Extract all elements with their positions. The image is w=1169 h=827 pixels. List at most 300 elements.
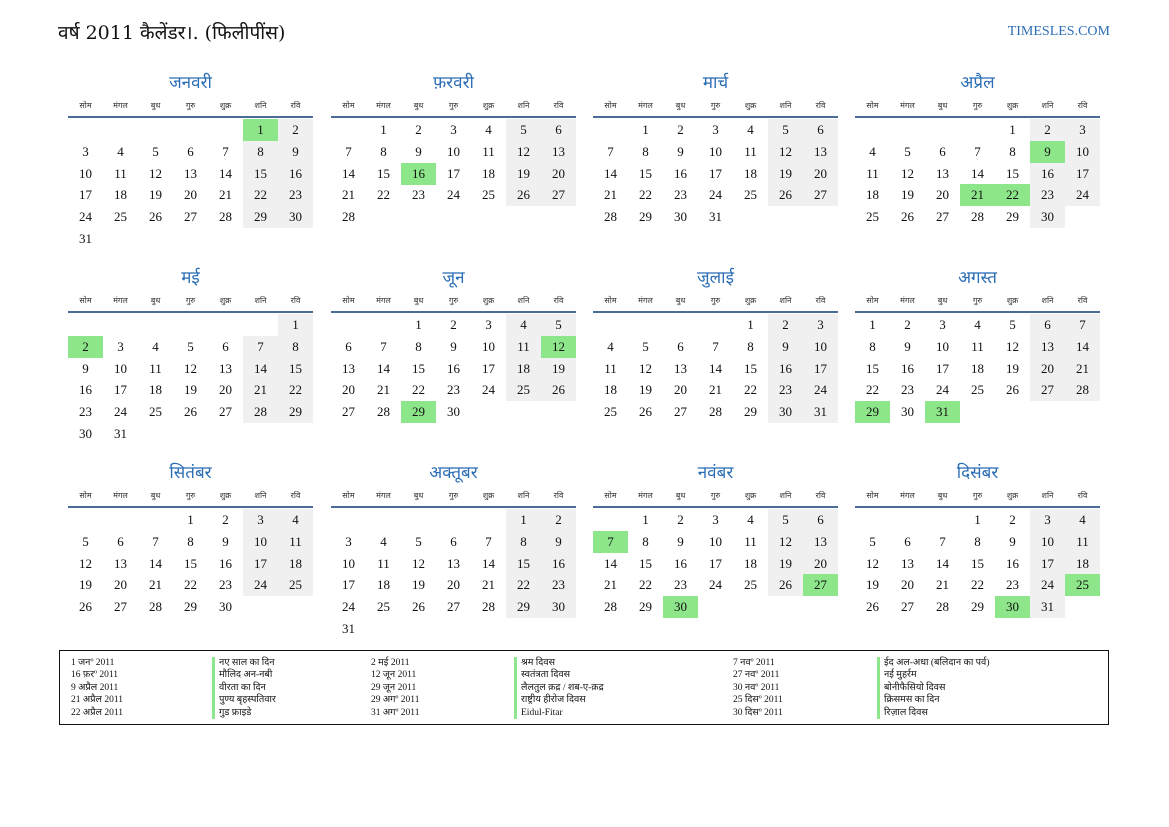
day-cell: 15 xyxy=(377,165,390,181)
day-cell: 6 xyxy=(904,533,911,549)
day-cell: 4 xyxy=(278,509,313,531)
day-cell: 28 xyxy=(1065,379,1100,401)
day-cell: 2 xyxy=(541,509,576,531)
weekday-label: सोम xyxy=(604,296,617,305)
holiday-date: 31 अगº 2011 xyxy=(371,707,420,718)
days-grid xyxy=(68,314,313,446)
day-cell: 22 xyxy=(639,577,652,593)
day-cell: 21 xyxy=(1065,358,1100,380)
days-grid xyxy=(331,314,576,446)
day-cell: 25 xyxy=(377,599,390,615)
day-cell: 3 xyxy=(939,317,946,332)
weekday-label: मंगल xyxy=(638,101,653,110)
day-cell: 30 xyxy=(541,596,576,618)
day-cell: 28 xyxy=(243,401,278,423)
weekday-label: गुरु xyxy=(972,296,983,305)
weekday-label: रवि xyxy=(815,296,826,305)
holiday-day-cell: 9 xyxy=(1030,141,1065,163)
day-cell: 5 xyxy=(187,338,194,354)
day-cell: 16 xyxy=(278,163,313,185)
day-cell: 25 xyxy=(744,187,757,203)
day-cell: 16 xyxy=(674,555,687,571)
day-cell: 29 xyxy=(744,404,757,420)
holiday-name: राष्ट्रीय हीरोज दिवस xyxy=(521,695,586,706)
day-cell: 27 xyxy=(342,404,355,420)
day-cell: 24 xyxy=(709,577,722,593)
holiday-name: पुण्य बृहस्पतिवार xyxy=(219,695,276,706)
day-cell: 16 xyxy=(674,165,687,181)
day-cell: 12 xyxy=(866,555,879,571)
holiday-name: बोनीफैसियो दिवस xyxy=(884,682,946,693)
day-cell: 13 xyxy=(114,555,127,571)
day-cell: 17 xyxy=(709,555,722,571)
holiday-name: नए साल का दिन xyxy=(219,658,275,668)
day-cell: 3 xyxy=(82,143,89,159)
day-cell: 18 xyxy=(377,577,390,593)
day-cell: 15 xyxy=(866,360,879,376)
day-cell: 17 xyxy=(342,577,355,593)
day-cell: 24 xyxy=(936,382,949,398)
day-cell: 11 xyxy=(278,531,313,553)
day-cell: 11 xyxy=(377,555,390,571)
day-cell: 31 xyxy=(803,401,838,423)
month-calendar xyxy=(331,72,576,252)
weekday-label: गुरु xyxy=(710,101,721,110)
holiday-date: 27 नवº 2011 xyxy=(733,670,780,681)
holiday-day-cell: 2 xyxy=(68,336,103,358)
day-cell: 4 xyxy=(1065,509,1100,531)
days-grid xyxy=(855,119,1100,251)
weekday-label: सोम xyxy=(79,101,92,110)
day-cell: 26 xyxy=(184,404,197,420)
holiday-name: ईद अल-अधा (बलिदान का पर्व) xyxy=(884,658,990,668)
day-cell: 21 xyxy=(149,577,162,593)
day-cell: 9 xyxy=(1009,533,1016,549)
weekday-header xyxy=(331,295,576,313)
day-cell: 21 xyxy=(604,187,617,203)
weekday-label: बुध xyxy=(413,296,424,305)
day-cell: 5 xyxy=(415,533,422,549)
day-cell: 22 xyxy=(377,187,390,203)
holiday-day-cell: 25 xyxy=(1065,574,1100,596)
day-cell: 20 xyxy=(114,577,127,593)
day-cell: 19 xyxy=(412,577,425,593)
weekday-label: गुरु xyxy=(710,491,721,500)
site-link[interactable]: TIMESLES.COM xyxy=(1007,24,1110,39)
day-cell: 17 xyxy=(936,360,949,376)
day-cell: 14 xyxy=(1065,336,1100,358)
day-cell: 23 xyxy=(447,382,460,398)
weekday-label: शनि xyxy=(779,101,792,110)
weekday-label: गुरु xyxy=(710,296,721,305)
day-cell: 13 xyxy=(901,555,914,571)
day-cell: 11 xyxy=(1065,531,1100,553)
weekday-label: रवि xyxy=(290,296,301,305)
day-cell: 12 xyxy=(184,360,197,376)
day-cell: 15 xyxy=(278,358,313,380)
day-cell: 6 xyxy=(803,119,838,141)
day-cell: 23 xyxy=(1006,577,1019,593)
day-cell: 24 xyxy=(114,404,127,420)
holiday-day-cell: 31 xyxy=(925,401,960,423)
day-cell: 23 xyxy=(674,187,687,203)
day-cell: 26 xyxy=(768,184,803,206)
day-cell: 16 xyxy=(1006,555,1019,571)
day-cell: 7 xyxy=(345,143,352,159)
days-grid xyxy=(68,509,313,641)
day-cell: 19 xyxy=(79,577,92,593)
day-cell: 13 xyxy=(541,141,576,163)
day-cell: 18 xyxy=(744,165,757,181)
day-cell: 11 xyxy=(604,360,617,376)
weekday-label: शनि xyxy=(254,101,267,110)
month-calendar xyxy=(68,462,313,642)
day-cell: 23 xyxy=(412,187,425,203)
day-cell: 25 xyxy=(506,379,541,401)
day-cell: 8 xyxy=(187,533,194,549)
day-cell: 7 xyxy=(974,143,981,159)
weekday-label: शनि xyxy=(779,491,792,500)
holiday-name: नई मुहर्रम xyxy=(884,670,917,681)
day-cell: 15 xyxy=(506,553,541,575)
day-cell: 19 xyxy=(639,382,652,398)
holiday-date: 30 दिसº 2011 xyxy=(733,707,783,718)
day-cell: 19 xyxy=(768,553,803,575)
day-cell: 28 xyxy=(377,404,390,420)
weekday-label: बुध xyxy=(937,491,948,500)
day-cell: 17 xyxy=(803,358,838,380)
day-cell: 12 xyxy=(768,141,803,163)
holiday-day-cell: 22 xyxy=(995,184,1030,206)
day-cell: 2 xyxy=(677,122,684,137)
day-cell: 14 xyxy=(149,555,162,571)
weekday-label: मंगल xyxy=(113,101,128,110)
day-cell: 2 xyxy=(415,122,422,137)
days-grid xyxy=(593,509,838,641)
day-cell: 3 xyxy=(117,338,124,354)
day-cell: 28 xyxy=(604,599,617,615)
month-title: अगस्त xyxy=(958,268,997,288)
weekday-label: बुध xyxy=(413,101,424,110)
day-cell: 26 xyxy=(768,574,803,596)
day-cell: 26 xyxy=(639,404,652,420)
days-grid xyxy=(593,119,838,251)
weekday-label: सोम xyxy=(866,296,879,305)
day-cell: 27 xyxy=(803,184,838,206)
day-cell: 14 xyxy=(243,358,278,380)
day-cell: 20 xyxy=(936,187,949,203)
days-grid xyxy=(331,509,576,641)
day-cell: 19 xyxy=(768,163,803,185)
holiday-name: रिज़ाल दिवस xyxy=(884,707,928,718)
days-grid xyxy=(855,314,1100,446)
weekday-label: मंगल xyxy=(376,296,391,305)
holiday-date: 7 नवº 2011 xyxy=(733,658,775,668)
weekday-label: शनि xyxy=(517,101,530,110)
day-cell: 7 xyxy=(243,336,278,358)
weekday-label: बुध xyxy=(675,491,686,500)
day-cell: 5 xyxy=(152,143,159,159)
day-cell: 9 xyxy=(677,143,684,159)
day-cell: 27 xyxy=(936,209,949,225)
weekday-header xyxy=(593,295,838,313)
weekday-label: गुरु xyxy=(185,101,196,110)
weekday-label: बुध xyxy=(675,101,686,110)
day-cell: 27 xyxy=(541,184,576,206)
day-cell: 5 xyxy=(82,533,89,549)
day-cell: 29 xyxy=(278,401,313,423)
day-cell: 15 xyxy=(1006,165,1019,181)
holiday-dates-column-1 xyxy=(71,657,123,719)
day-cell: 13 xyxy=(803,531,838,553)
day-cell: 28 xyxy=(936,599,949,615)
day-cell: 3 xyxy=(485,317,492,332)
day-cell: 19 xyxy=(541,358,576,380)
day-cell: 2 xyxy=(450,317,457,332)
weekday-label: शुक्र xyxy=(482,101,495,110)
day-cell: 8 xyxy=(506,531,541,553)
holiday-names-column-1 xyxy=(212,657,276,719)
day-cell: 17 xyxy=(114,382,127,398)
weekday-label: शनि xyxy=(254,491,267,500)
day-cell: 1 xyxy=(869,317,876,332)
day-cell: 4 xyxy=(607,338,614,354)
day-cell: 10 xyxy=(447,143,460,159)
weekday-label: सोम xyxy=(79,296,92,305)
weekday-label: शनि xyxy=(779,296,792,305)
holiday-day-cell: 29 xyxy=(401,401,436,423)
holiday-day-cell: 30 xyxy=(995,596,1030,618)
day-cell: 10 xyxy=(342,555,355,571)
day-cell: 20 xyxy=(803,163,838,185)
month-title: दिसंबर xyxy=(956,463,999,483)
day-cell: 29 xyxy=(639,209,652,225)
day-cell: 12 xyxy=(901,165,914,181)
month-title: जनवरी xyxy=(169,73,212,93)
weekday-label: रवि xyxy=(815,101,826,110)
day-cell: 17 xyxy=(243,553,278,575)
day-cell: 24 xyxy=(709,187,722,203)
day-cell: 2 xyxy=(1030,119,1065,141)
day-cell: 30 xyxy=(219,599,232,615)
weekday-label: सोम xyxy=(342,491,355,500)
month-title: नवंबर xyxy=(697,463,734,483)
day-cell: 31 xyxy=(79,231,92,246)
day-cell: 5 xyxy=(506,119,541,141)
weekday-label: शुक्र xyxy=(744,491,757,500)
day-cell: 29 xyxy=(243,206,278,228)
day-cell: 11 xyxy=(482,143,495,159)
day-cell: 30 xyxy=(901,404,914,420)
day-cell: 11 xyxy=(866,165,879,181)
day-cell: 9 xyxy=(450,338,457,354)
day-cell: 8 xyxy=(974,533,981,549)
weekday-label: रवि xyxy=(1077,491,1088,500)
day-cell: 18 xyxy=(114,187,127,203)
day-cell: 26 xyxy=(901,209,914,225)
day-cell: 24 xyxy=(1065,184,1100,206)
day-cell: 10 xyxy=(1065,141,1100,163)
day-cell: 7 xyxy=(380,338,387,354)
holiday-day-cell: 1 xyxy=(243,119,278,141)
day-cell: 31 xyxy=(1030,596,1065,618)
day-cell: 14 xyxy=(342,165,355,181)
weekday-label: शनि xyxy=(1041,101,1054,110)
holiday-name: क्रिसमस का दिन xyxy=(884,695,940,706)
day-cell: 19 xyxy=(506,163,541,185)
month-calendar xyxy=(855,267,1100,447)
day-cell: 10 xyxy=(482,338,495,354)
day-cell: 20 xyxy=(674,382,687,398)
weekday-label: रवि xyxy=(815,491,826,500)
day-cell: 2 xyxy=(904,317,911,332)
days-grid xyxy=(593,314,838,446)
day-cell: 1 xyxy=(278,314,313,336)
day-cell: 26 xyxy=(1006,382,1019,398)
day-cell: 15 xyxy=(243,163,278,185)
day-cell: 2 xyxy=(768,314,803,336)
month-calendar xyxy=(331,462,576,642)
weekday-label: रवि xyxy=(290,101,301,110)
weekday-label: बुध xyxy=(150,296,161,305)
day-cell: 17 xyxy=(1065,163,1100,185)
day-cell: 21 xyxy=(482,577,495,593)
day-cell: 3 xyxy=(450,122,457,137)
day-cell: 24 xyxy=(447,187,460,203)
day-cell: 2 xyxy=(278,119,313,141)
weekday-label: रवि xyxy=(290,491,301,500)
day-cell: 7 xyxy=(485,533,492,549)
day-cell: 20 xyxy=(541,163,576,185)
day-cell: 22 xyxy=(412,382,425,398)
day-cell: 19 xyxy=(901,187,914,203)
day-cell: 23 xyxy=(674,577,687,593)
day-cell: 12 xyxy=(412,555,425,571)
day-cell: 10 xyxy=(936,338,949,354)
day-cell: 3 xyxy=(345,533,352,549)
day-cell: 1 xyxy=(642,512,649,527)
day-cell: 12 xyxy=(149,165,162,181)
day-cell: 12 xyxy=(639,360,652,376)
weekday-label: शुक्र xyxy=(1006,296,1019,305)
day-cell: 3 xyxy=(1065,119,1100,141)
day-cell: 22 xyxy=(184,577,197,593)
weekday-label: मंगल xyxy=(900,101,915,110)
day-cell: 6 xyxy=(541,119,576,141)
day-cell: 30 xyxy=(674,209,687,225)
page-title: वर्ष 2011 कैलेंडर।. (फिलीपींस) xyxy=(58,22,286,44)
day-cell: 16 xyxy=(447,360,460,376)
day-cell: 16 xyxy=(541,553,576,575)
day-cell: 16 xyxy=(79,382,92,398)
day-cell: 1 xyxy=(747,317,754,332)
day-cell: 6 xyxy=(803,509,838,531)
day-cell: 20 xyxy=(184,187,197,203)
holiday-names-column-2 xyxy=(514,657,604,719)
day-cell: 7 xyxy=(1065,314,1100,336)
day-cell: 29 xyxy=(506,596,541,618)
day-cell: 27 xyxy=(674,404,687,420)
day-cell: 8 xyxy=(243,141,278,163)
weekday-label: शुक्र xyxy=(219,491,232,500)
day-cell: 24 xyxy=(79,209,92,225)
day-cell: 28 xyxy=(709,404,722,420)
day-cell: 11 xyxy=(149,360,162,376)
day-cell: 22 xyxy=(243,184,278,206)
holiday-day-cell: 12 xyxy=(541,336,576,358)
day-cell: 21 xyxy=(243,379,278,401)
day-cell: 3 xyxy=(712,512,719,527)
day-cell: 2 xyxy=(677,512,684,527)
days-grid xyxy=(68,119,313,251)
weekday-label: मंगल xyxy=(376,491,391,500)
day-cell: 20 xyxy=(1030,358,1065,380)
day-cell: 5 xyxy=(904,143,911,159)
day-cell: 18 xyxy=(744,555,757,571)
day-cell: 30 xyxy=(768,401,803,423)
day-cell: 5 xyxy=(541,314,576,336)
day-cell: 28 xyxy=(149,599,162,615)
day-cell: 6 xyxy=(345,338,352,354)
weekday-label: गुरु xyxy=(448,101,459,110)
day-cell: 26 xyxy=(412,599,425,615)
weekday-header xyxy=(855,295,1100,313)
weekday-label: शुक्र xyxy=(219,296,232,305)
weekday-header xyxy=(593,100,838,118)
weekday-label: गुरु xyxy=(448,296,459,305)
day-cell: 23 xyxy=(219,577,232,593)
holiday-day-cell: 16 xyxy=(401,163,436,185)
day-cell: 4 xyxy=(747,122,754,137)
day-cell: 6 xyxy=(187,143,194,159)
day-cell: 31 xyxy=(709,209,722,225)
holiday-date: 25 दिसº 2011 xyxy=(733,695,783,706)
day-cell: 7 xyxy=(712,338,719,354)
weekday-label: शुक्र xyxy=(1006,101,1019,110)
holiday-date: 21 अप्रैल 2011 xyxy=(71,695,124,706)
day-cell: 13 xyxy=(1030,336,1065,358)
day-cell: 3 xyxy=(712,122,719,137)
day-cell: 25 xyxy=(114,209,127,225)
day-cell: 27 xyxy=(114,599,127,615)
weekday-label: शुक्र xyxy=(744,101,757,110)
days-grid xyxy=(331,119,576,251)
day-cell: 21 xyxy=(936,577,949,593)
weekday-label: बुध xyxy=(937,296,948,305)
holidays-list xyxy=(59,650,1109,725)
day-cell: 13 xyxy=(219,360,232,376)
day-cell: 20 xyxy=(447,577,460,593)
day-cell: 24 xyxy=(243,574,278,596)
day-cell: 22 xyxy=(744,382,757,398)
day-cell: 24 xyxy=(342,599,355,615)
day-cell: 8 xyxy=(1009,143,1016,159)
day-cell: 2 xyxy=(1009,512,1016,527)
day-cell: 17 xyxy=(482,360,495,376)
weekday-label: गुरु xyxy=(448,491,459,500)
day-cell: 8 xyxy=(415,338,422,354)
day-cell: 1 xyxy=(415,317,422,332)
day-cell: 14 xyxy=(219,165,232,181)
day-cell: 13 xyxy=(803,141,838,163)
weekday-label: रवि xyxy=(1077,296,1088,305)
day-cell: 7 xyxy=(152,533,159,549)
holiday-date: 12 जून 2011 xyxy=(371,670,417,681)
day-cell: 29 xyxy=(639,599,652,615)
day-cell: 4 xyxy=(485,122,492,137)
day-cell: 9 xyxy=(278,141,313,163)
day-cell: 18 xyxy=(604,382,617,398)
